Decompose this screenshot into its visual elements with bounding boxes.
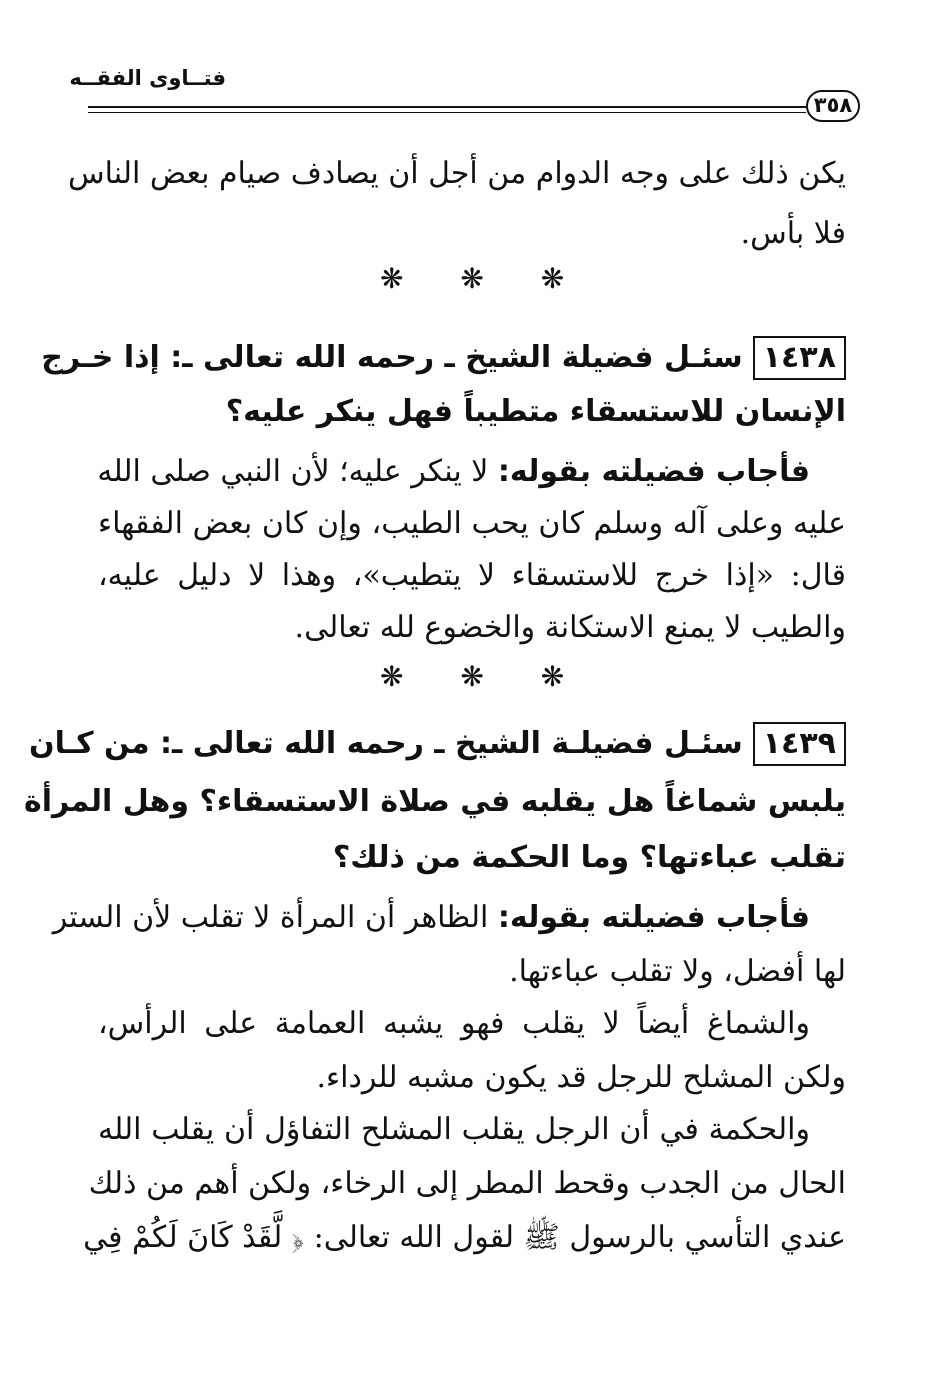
fatwa-1438-answer-line-2: عليه وعلى آله وسلم كان يحب الطيب، وإن كان بعض الفقهاء	[98, 506, 846, 541]
page-number: ٣٥٨	[806, 90, 860, 122]
fatwa-1439-answer-line-7: عندي التأسي بالرسول ﷺ لقول الله تعالى: ﴿ لَّقَدْ كَانَ لَكُمْ فِي	[83, 1220, 846, 1255]
fatwa-number-1438: ١٤٣٨	[753, 336, 846, 380]
running-header-title: فتــاوى الفقــه	[69, 66, 226, 90]
fatwa-1439-question-text-1: سئـل فضيلـة الشيخ ـ رحمه الله تعالى ـ: من كـان	[28, 726, 743, 761]
section-separator: ❋ ❋ ❋	[380, 262, 589, 295]
fatwa-1439-question-line-2: يلبس شماغاً هل يقلبه في صلاة الاستسقاء؟ وهل المرأة	[24, 784, 846, 819]
fatwa-1439-question-line-3: تقلب عباءتها؟ وما الحكمة من ذلك؟	[332, 840, 846, 875]
fatwa-1439-answer-line-1	[52, 890, 846, 946]
fatwa-1439-answer-line-3	[98, 996, 846, 1052]
fatwa-1439-answer-line-4: ولكن المشلح للرجل قد يكون مشبه للرداء.	[316, 1060, 846, 1095]
fatwa-1438-question-line-1	[41, 330, 846, 386]
fatwa-1438-answer-line-3: قال: «إذا خرج للاستسقاء لا يتطيب»، وهذا لا دليل عليه،	[98, 558, 846, 593]
intro-line-2: فلا بأس.	[740, 216, 846, 251]
fatwa-number-1439: ١٤٣٩	[753, 722, 846, 766]
fatwa-1438-question-line-2: الإنسان للاستسقاء متطيباً فهل ينكر عليه؟	[225, 394, 846, 429]
fatwa-1438-answer-line-1	[98, 444, 846, 500]
intro-line-1: يكن ذلك على وجه الدوام من أجل أن يصادف صيام بعض الناس	[68, 156, 846, 191]
fatwa-1438-answer-line-4: والطيب لا يمنع الاستكانة والخضوع لله تعالى.	[294, 610, 846, 645]
fatwa-1439-answer-text-5: والحكمة في أن الرجل يقلب المشلح التفاؤل أن يقلب الله	[98, 1112, 810, 1147]
fatwa-1439-answer-text-3: والشماغ أيضاً لا يقلب فهو يشبه العمامة على الرأس،	[98, 1006, 810, 1041]
fatwa-1439-answer-lead: فأجاب فضيلته بقوله:	[497, 900, 810, 935]
fatwa-1438-answer-text-1: لا ينكر عليه؛ لأن النبي صلى الله	[97, 454, 498, 489]
fatwa-1438-answer-lead: فأجاب فضيلته بقوله:	[497, 454, 810, 489]
fatwa-1439-answer-line-2: لها أفضل، ولا تقلب عباءتها.	[509, 954, 846, 989]
fatwa-1439-question-line-1	[28, 716, 846, 772]
header-rule-thin	[88, 112, 806, 113]
fatwa-1439-answer-line-5	[98, 1102, 846, 1158]
section-separator-2: ❋ ❋ ❋	[380, 660, 589, 693]
fatwa-1439-answer-text-1: الظاهر أن المرأة لا تقلب لأن الستر	[52, 900, 498, 935]
header-rule-thick	[88, 106, 806, 108]
fatwa-1438-question-text-1: سئـل فضيلة الشيخ ـ رحمه الله تعالى ـ: إذا خـرج	[41, 340, 743, 375]
fatwa-1439-answer-line-6: الحال من الجدب وقحط المطر إلى الرخاء، ولكن أهم من ذلك	[88, 1166, 846, 1201]
